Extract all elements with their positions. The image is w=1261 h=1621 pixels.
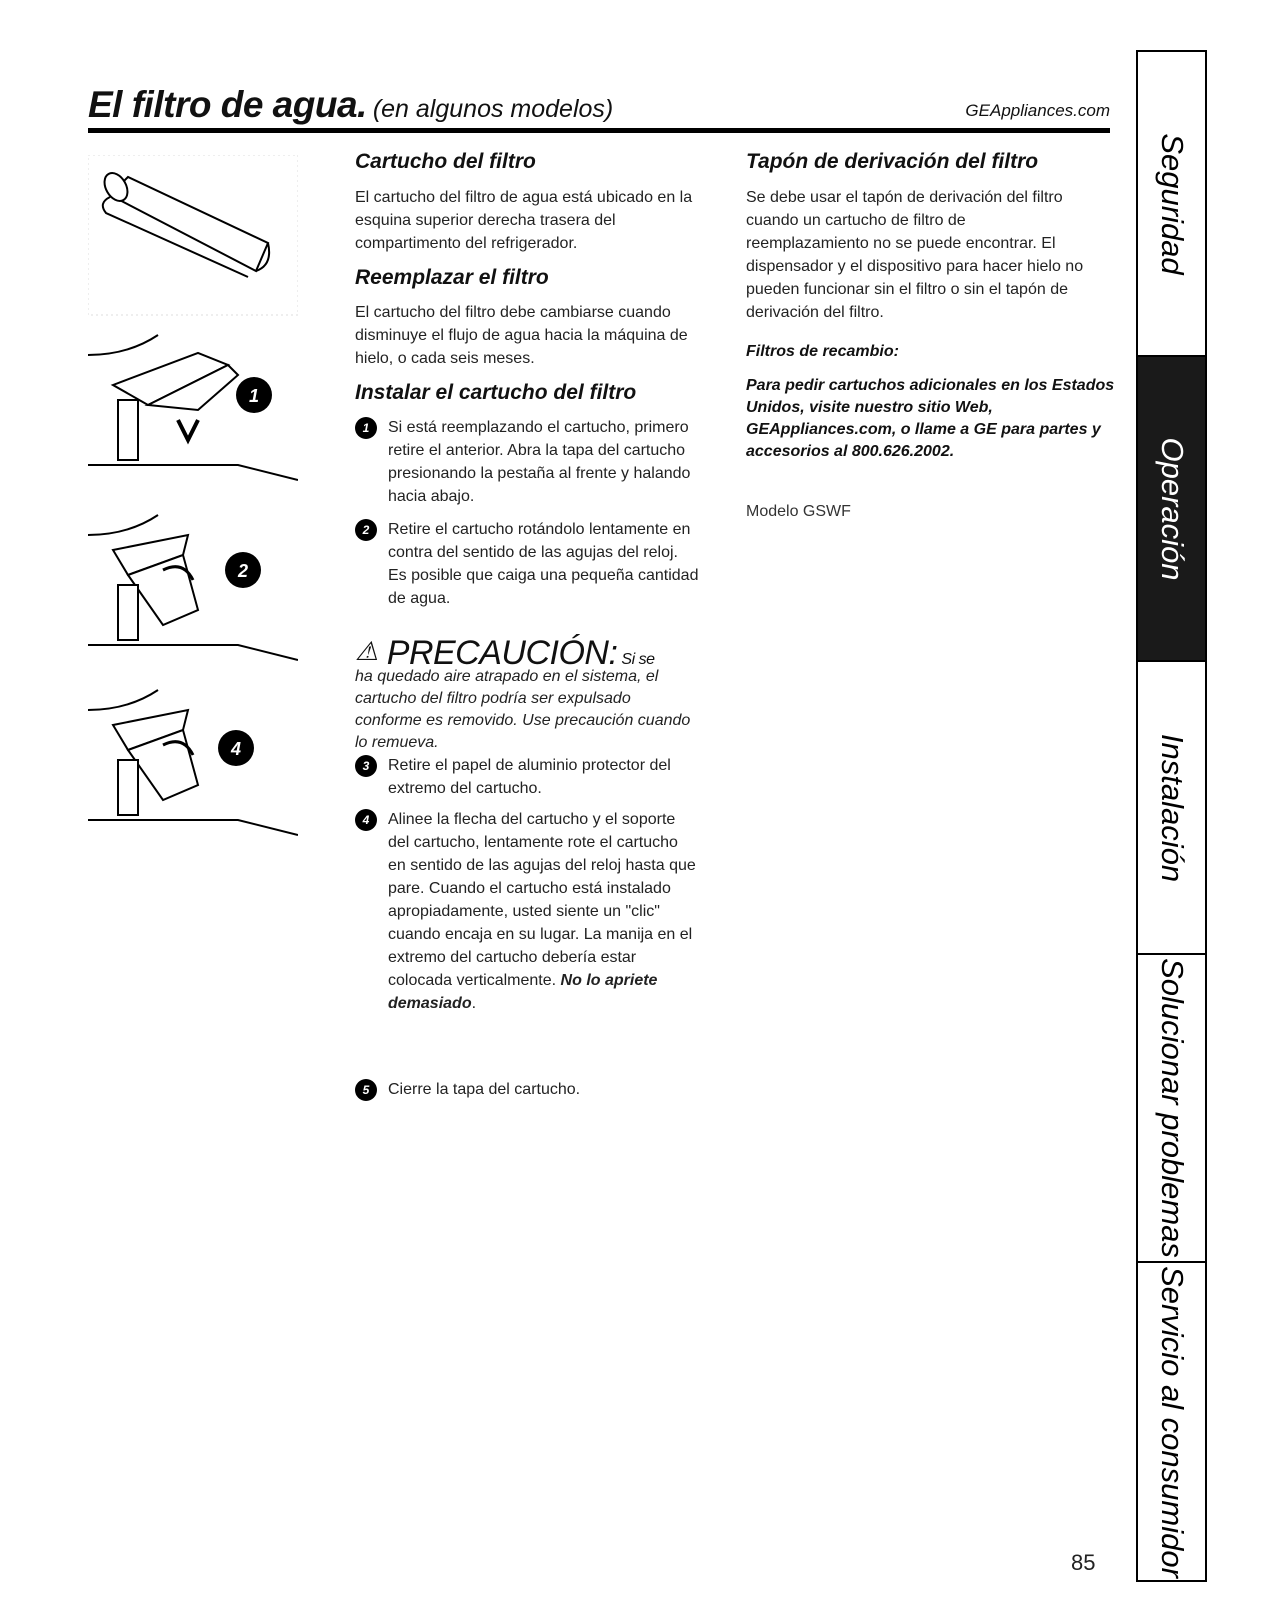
step-4 — [355, 808, 700, 1015]
step-1-illustration — [88, 325, 298, 490]
step-4-tail: . — [471, 995, 477, 1012]
bypass-plug-heading: Tapón de derivación del filtro — [746, 150, 1039, 173]
site-url: GEAppliances.com — [965, 101, 1110, 120]
tab-instalacion-label: Instalación — [1154, 733, 1190, 882]
section-tabs — [1136, 50, 1207, 1582]
step-2-text: Retire el cartucho rotándolo lentamente en contra del sentido de las agujas del reloj. Es posible que caiga una pequeña cantidad de agua. — [388, 521, 699, 607]
step-2-badge-label: 2 — [237, 561, 249, 581]
tab-solucionar-problemas[interactable] — [1138, 955, 1205, 1263]
tab-instalacion[interactable] — [1138, 662, 1205, 955]
step-4-illustration — [88, 680, 298, 845]
step-1-number-icon: 1 — [355, 417, 377, 439]
page-title — [88, 84, 613, 126]
caution-title: PRECAUCIÓN: — [386, 634, 618, 672]
step-4-body — [388, 808, 700, 1015]
tab-servicio-al-consumidor-label: Servicio al consumidor — [1154, 1265, 1190, 1578]
step-4-bold-text: No lo apriete demasiado — [388, 972, 658, 1012]
step-3-text: Retire el papel de aluminio protector del extremo del cartucho. — [388, 757, 671, 797]
tab-operacion[interactable] — [1138, 357, 1205, 662]
step-5 — [355, 1078, 700, 1101]
filter-cartridge-illustration — [88, 155, 298, 320]
page-subtitle: (en algunos modelos) — [372, 95, 614, 123]
warning-triangle-icon: ⚠ — [355, 636, 378, 666]
step-2-illustration — [88, 505, 298, 670]
tab-seguridad[interactable] — [1138, 52, 1205, 357]
install-heading: Instalar el cartucho del filtro — [355, 381, 637, 404]
title-text: El filtro de agua. — [88, 84, 367, 125]
step-3-number-icon: 3 — [355, 755, 377, 777]
tab-servicio-al-consumidor[interactable] — [1138, 1263, 1205, 1580]
cartridge-body: El cartucho del filtro de agua está ubicado en la esquina superior derecha trasera del compartimento del refrigerador. — [355, 189, 693, 252]
step-4-text: Alinee la flecha del cartucho y el soporte del cartucho, lentamente rote el cartucho en sentido de las agujas del reloj hasta que pare. Cuando el cartucho está instalado apropiadamente, usted siente un "clic" cuando encaja en su lugar. La manija en el extremo del cartucho debería estar colocada verticalmente. — [388, 811, 696, 989]
step-1 — [355, 416, 700, 508]
replacement-filters-heading: Filtros de recambio: — [746, 343, 899, 360]
step-5-number-icon: 5 — [355, 1079, 377, 1101]
tab-seguridad-label: Seguridad — [1154, 132, 1190, 275]
step-2-number-icon: 2 — [355, 519, 377, 541]
caution-text: ha quedado aire atrapado en el sistema, el cartucho del filtro podría ser expulsado conforme es removido. Use precaución cuando lo remueva. — [355, 668, 691, 751]
caution-lead: Si se — [621, 651, 655, 668]
step-1-text: Si está reemplazando el cartucho, primero retire el anterior. Abra la tapa del cartucho presionando la pestaña al frente y halando hacia abajo. — [388, 419, 691, 505]
replace-heading: Reemplazar el filtro — [355, 266, 549, 289]
header-rule — [88, 128, 1110, 133]
cartridge-heading: Cartucho del filtro — [355, 150, 536, 173]
page-number: 85 — [1071, 1550, 1096, 1575]
bypass-plug-body: Se debe usar el tapón de derivación del filtro cuando un cartucho de filtro de reemplazamiento no se puede encontrar. El dispensador y el dispositivo para hacer hielo no pueden funcionar sin el filtro o sin el tapón de derivación del filtro. — [746, 189, 1084, 321]
model-label: Modelo GSWF — [746, 503, 851, 520]
replace-body: El cartucho del filtro debe cambiarse cuando disminuye el flujo de agua hacia la máquina de hielo, o cada seis meses. — [355, 304, 688, 367]
tab-operacion-label: Operación — [1154, 436, 1190, 581]
tab-solucionar-problemas-label: Solucionar problemas — [1154, 958, 1190, 1258]
step-4-badge-label: 4 — [230, 739, 242, 759]
step-3 — [355, 754, 700, 800]
step-4-number-icon: 4 — [355, 809, 377, 831]
step-2 — [355, 518, 700, 610]
step-1-badge-label: 1 — [248, 386, 260, 406]
step-5-text: Cierre la tapa del cartucho. — [388, 1081, 581, 1098]
order-info: Para pedir cartuchos adicionales en los Estados Unidos, visite nuestro sitio Web, GEAppliances.com, o llame a GE para partes y accesorios al 800.626.2002. — [746, 377, 1115, 460]
